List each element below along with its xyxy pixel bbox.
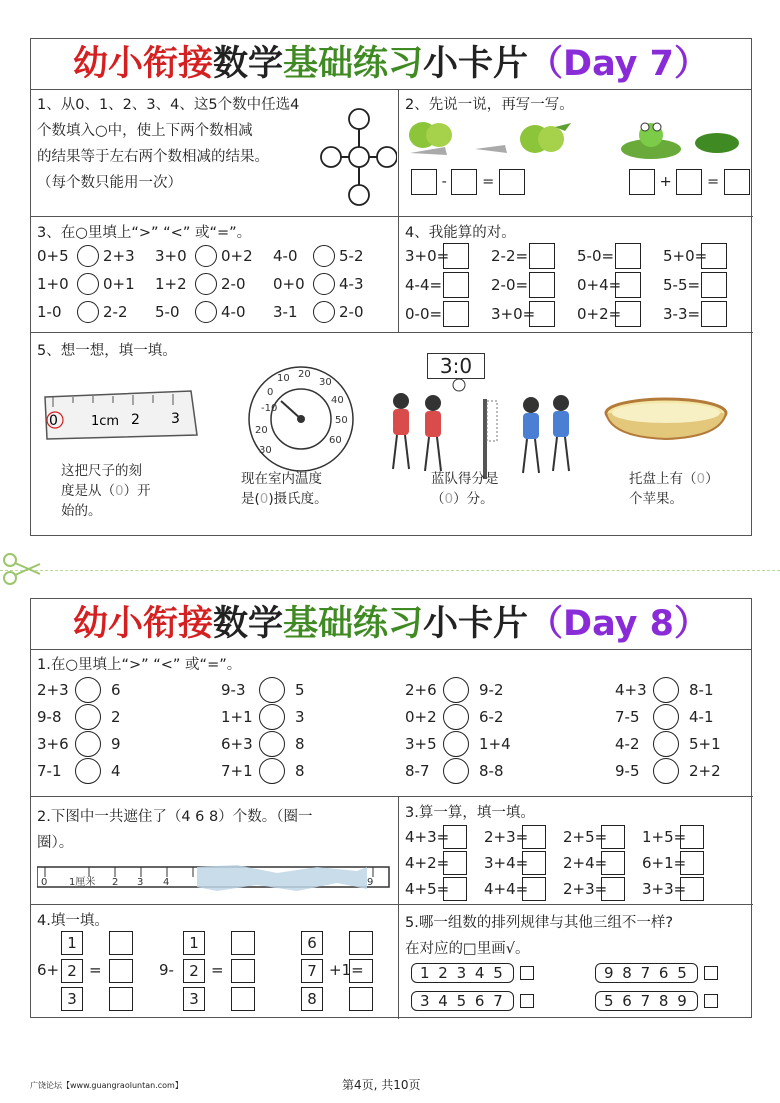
right-expr: 2: [111, 708, 121, 726]
ruler-label: 2: [131, 412, 140, 428]
answer-box[interactable]: [601, 825, 625, 849]
calc-item: [577, 243, 641, 269]
compare-item: [155, 273, 257, 295]
ruler-caption: 这把尺子的刻 度是从（0）开 始的。: [61, 463, 151, 519]
calc-item: [663, 301, 727, 327]
calc-item: [563, 877, 625, 901]
dial-label: 20: [298, 369, 311, 380]
right-expr: 9-2: [479, 681, 504, 699]
right-expr: 8-8: [479, 762, 504, 780]
calc-item: [405, 851, 467, 875]
dial-label: -10: [261, 403, 278, 414]
number-box: 2: [183, 959, 205, 983]
left-expr: 9-5: [615, 762, 640, 780]
answer-box[interactable]: [443, 825, 467, 849]
compare-circle[interactable]: [653, 731, 679, 757]
right-expr: 5+1: [689, 735, 721, 753]
calc-expr: 1+5=: [642, 828, 687, 846]
answer-box[interactable]: [529, 243, 555, 269]
compare-item: [155, 245, 257, 267]
right-expr: 2-0: [339, 303, 364, 321]
answer-box[interactable]: [451, 169, 477, 195]
right-expr: 8: [295, 735, 305, 753]
calc-item: [577, 301, 641, 327]
temperature-caption: 现在室内温度 是(0)摄氏度。: [241, 471, 328, 507]
day7-q3: 3、在○里填上“>” “<” 或“=”。 0+5 2+3 3+0 0+2 4-0 5-2 1+0 0+1 1+2 2-0 0+0 4-3 1-0 2-2 5-0 4-0 3-1 2-0: [31, 217, 399, 333]
compare-circle[interactable]: [443, 677, 469, 703]
day8-title: 幼小衔接数学基础练习小卡片（Day 8）: [31, 599, 751, 650]
right-expr: 2-0: [221, 275, 246, 293]
compare-item: [273, 273, 375, 295]
compare-item: [37, 301, 139, 323]
compare-item: [37, 677, 151, 703]
right-expr: 8: [295, 762, 305, 780]
calc-item: [563, 825, 625, 849]
calc-item: [642, 825, 704, 849]
ruler-label: 3: [137, 877, 144, 888]
answer-box[interactable]: [443, 851, 467, 875]
compare-item: [221, 758, 335, 784]
calc-expr: 4-4=: [405, 276, 443, 294]
day8-q5: 5.哪一组数的排列规律与其他三组不一样? 在对应的□里画√。 1 2 3 4 5 9 8 7 6 5 3 4 5 6 7 5 6 7 8 9: [399, 905, 753, 1019]
compare-circle[interactable]: [653, 704, 679, 730]
ruler-label: 1厘米: [69, 877, 96, 888]
right-expr: 4: [111, 762, 121, 780]
compare-circle[interactable]: [195, 301, 217, 323]
calc-item: [663, 243, 727, 269]
calc-expr: 0+2=: [577, 305, 622, 323]
answer-blank[interactable]: 0: [259, 491, 269, 507]
calc-item: [577, 272, 641, 298]
score-caption: 蓝队得分是 （0）分。: [431, 471, 499, 507]
compare-item: [273, 301, 375, 323]
calc-expr: 3+4=: [484, 854, 529, 872]
number-sequence: 9 8 7 6 5: [595, 963, 698, 983]
left-expr: 6+3: [221, 735, 253, 753]
answer-box[interactable]: [411, 169, 437, 195]
day7-q2: 2、先说一说，再写一写。 - = + =: [399, 89, 753, 217]
compare-circle[interactable]: [653, 758, 679, 784]
checkbox[interactable]: [520, 994, 534, 1008]
answer-box[interactable]: [443, 877, 467, 901]
compare-item: [37, 704, 151, 730]
calc-item: [405, 825, 467, 849]
page-number: 第4页, 共10页: [342, 1078, 421, 1092]
left-expr: 0+0: [273, 275, 305, 293]
compare-item: [405, 758, 519, 784]
answer-box[interactable]: [231, 959, 255, 983]
compare-item: [37, 758, 151, 784]
calc-expr: 6+1=: [642, 854, 687, 872]
apple-caption: 托盘上有（0） 个苹果。: [629, 471, 719, 507]
checkbox[interactable]: [520, 966, 534, 980]
calc-expr: 2-0=: [491, 276, 529, 294]
calc-item: [491, 301, 555, 327]
calc-item: [563, 851, 625, 875]
calc-expr: 2+5=: [563, 828, 608, 846]
right-expr: 1+4: [479, 735, 511, 753]
day8-q3: 3.算一算，填一填。 4+3= 2+3= 2+5= 1+5= 4+2= 3+4= 2+4= 6+1= 4+5= 4+4= 2+3= 3+3=: [399, 797, 753, 905]
answer-blank[interactable]: 0: [444, 491, 454, 507]
answer-box[interactable]: [615, 301, 641, 327]
answer-box[interactable]: [522, 825, 546, 849]
day8-card: [30, 598, 752, 1018]
answer-box[interactable]: [701, 272, 727, 298]
answer-box[interactable]: [701, 243, 727, 269]
answer-box[interactable]: [443, 272, 469, 298]
answer-box[interactable]: [676, 169, 702, 195]
calc-expr: 3+3=: [642, 880, 687, 898]
compare-circle[interactable]: [77, 273, 99, 295]
equals-label: =: [89, 961, 102, 979]
compare-item: [405, 731, 519, 757]
left-expr: 7-1: [37, 762, 62, 780]
right-expr: 3: [295, 708, 305, 726]
dial-label: 30: [319, 377, 332, 388]
ruler-label: 3: [171, 411, 180, 427]
compare-circle[interactable]: [75, 704, 101, 730]
left-expr: 2+3: [37, 681, 69, 699]
answer-box[interactable]: [349, 987, 373, 1011]
sequence-item: [595, 963, 718, 983]
number-box: 6: [301, 931, 323, 955]
ruler-label: 9: [367, 877, 374, 888]
answer-blank[interactable]: 0: [696, 471, 706, 487]
answer-box[interactable]: [231, 987, 255, 1011]
calc-expr: 3+0=: [405, 247, 450, 265]
compare-item: [37, 273, 139, 295]
circle-right: [377, 147, 397, 167]
calc-item: [405, 877, 467, 901]
equals-label: =: [211, 961, 224, 979]
answer-box[interactable]: [615, 243, 641, 269]
circle-bottom: [349, 185, 369, 205]
sequence-item: [411, 963, 534, 983]
right-expr: 4-0: [221, 303, 246, 321]
answer-box[interactable]: [701, 301, 727, 327]
compare-item: [221, 677, 335, 703]
left-expr: 1+2: [155, 275, 187, 293]
compare-circle[interactable]: [443, 758, 469, 784]
compare-item: [37, 731, 151, 757]
scoreboard: 3:0: [427, 353, 485, 379]
day8-q4: 4.填一填。 6+ 1 2 3 = 9- 1 2 3 = 6 7 8 +1=: [31, 905, 399, 1019]
right-expr: 5: [295, 681, 305, 699]
calc-expr: 2+3=: [484, 828, 529, 846]
compare-item: [405, 704, 519, 730]
covered-ruler-picture: [37, 863, 393, 893]
right-expr: 2+3: [103, 247, 135, 265]
left-expr: 1+1: [221, 708, 253, 726]
right-expr: 6: [111, 681, 121, 699]
compare-circle[interactable]: [75, 758, 101, 784]
right-expr: 5-2: [339, 247, 364, 265]
calc-expr: 2-2=: [491, 247, 529, 265]
number-box: 1: [183, 931, 205, 955]
compare-circle[interactable]: [75, 677, 101, 703]
calc-expr: 0-0=: [405, 305, 443, 323]
compare-circle[interactable]: [195, 245, 217, 267]
compare-item: [405, 677, 519, 703]
answer-box[interactable]: [443, 243, 469, 269]
calc-expr: 2+3=: [563, 880, 608, 898]
calc-expr: 0+4=: [577, 276, 622, 294]
left-expr: 0+5: [37, 247, 69, 265]
compare-circle[interactable]: [259, 731, 285, 757]
compare-circle[interactable]: [443, 731, 469, 757]
compare-item: [615, 758, 729, 784]
ruler-label: 2: [112, 877, 119, 888]
number-sequence: 5 6 7 8 9: [595, 991, 698, 1011]
compare-circle[interactable]: [77, 245, 99, 267]
calc-expr: 2+4=: [563, 854, 608, 872]
checkbox[interactable]: [704, 966, 718, 980]
equals-label: +1=: [329, 961, 364, 979]
number-box: 3: [61, 987, 83, 1011]
answer-box[interactable]: [615, 272, 641, 298]
operator-label: 9-: [159, 961, 174, 979]
day8-q2: 2.下图中一共遮住了（4 6 8）个数。（圈一 圈）。 0 1厘米 2 3 4 9: [31, 797, 399, 905]
number-sequence: 3 4 5 6 7: [411, 991, 514, 1011]
right-expr: 4-1: [689, 708, 714, 726]
dial-label: 50: [335, 415, 348, 426]
left-expr: 3+6: [37, 735, 69, 753]
operator-label: 6+: [37, 961, 60, 979]
calc-item: [642, 851, 704, 875]
answer-box[interactable]: [529, 301, 555, 327]
day8-q1: 1.在○里填上“>” “<” 或“=”。 2+3 6 9-3 5 2+6 9-2 4+3 8-1 9-8 2 1+1 3 0+2 6-2 7-5 4-1 3+6 9 6+3 8 3+5 1+4 4-2 5+1 7-1 4 7+1 8 8-7 8-8 9-5 2+2: [31, 649, 753, 797]
circle-left: [321, 147, 341, 167]
calc-expr: 4+2=: [405, 854, 450, 872]
calc-expr: 5-0=: [577, 247, 615, 265]
number-box: 2: [61, 959, 83, 983]
answer-box[interactable]: [522, 877, 546, 901]
number-box: 8: [301, 987, 323, 1011]
compare-item: [615, 704, 729, 730]
answer-box[interactable]: [109, 931, 133, 955]
calc-item: [491, 272, 555, 298]
answer-box[interactable]: [724, 169, 750, 195]
day7-title: 幼小衔接数学基础练习小卡片（Day 7）: [31, 39, 751, 90]
answer-box[interactable]: [601, 851, 625, 875]
calc-item: [484, 851, 546, 875]
calc-expr: 4+3=: [405, 828, 450, 846]
calc-expr: 4+5=: [405, 880, 450, 898]
left-expr: 4-2: [615, 735, 640, 753]
calc-item: [405, 272, 469, 298]
answer-box[interactable]: [680, 877, 704, 901]
scissors-icon: [2, 552, 42, 586]
number-box: 7: [301, 959, 323, 983]
day7-q5: 5、想一想，填一填。 0 1cm 2 3 -10 0 10 20 30 40 50 60 20 30 3:0 这把尺子的刻 度是从（0）开 始的。 现在室内温度 是(0)摄氏度。 蓝队得分是 （0）分。 托盘上有（0） 个苹果。: [31, 333, 753, 537]
apples-picture: [405, 117, 575, 162]
left-expr: 1-0: [37, 303, 62, 321]
left-expr: 2+6: [405, 681, 437, 699]
compare-item: [615, 731, 729, 757]
calc-expr: 5+0=: [663, 247, 708, 265]
answer-box[interactable]: [349, 931, 373, 955]
cross-circles-diagram: [319, 107, 397, 217]
thermometer-dial: [243, 361, 359, 477]
calc-expr: 3+0=: [491, 305, 536, 323]
number-box: 3: [183, 987, 205, 1011]
answer-box[interactable]: [231, 931, 255, 955]
compare-item: [273, 245, 375, 267]
number-box: 1: [61, 931, 83, 955]
frog-lilypad-picture: [609, 117, 749, 162]
footer-source: 广饶论坛【www.guangraoluntan.com】: [30, 1081, 183, 1090]
ruler-picture: [43, 389, 199, 441]
compare-circle[interactable]: [259, 758, 285, 784]
checkbox[interactable]: [704, 994, 718, 1008]
right-expr: 0+1: [103, 275, 135, 293]
compare-circle[interactable]: [195, 273, 217, 295]
ruler-label: 0: [41, 877, 48, 888]
left-expr: 5-0: [155, 303, 180, 321]
right-expr: 2-2: [103, 303, 128, 321]
day7-card: [30, 38, 752, 536]
right-expr: 4-3: [339, 275, 364, 293]
ruler-label: 1cm: [91, 414, 120, 429]
answer-blank[interactable]: 0: [115, 483, 124, 499]
dial-label: 10: [277, 373, 290, 384]
calc-item: [642, 877, 704, 901]
day7-q4: 4、我能算的对。 3+0= 2-2= 5-0= 5+0= 4-4= 2-0= 0+4= 5-5= 0-0= 3+0= 0+2= 3-3=: [399, 217, 753, 333]
calc-item: [484, 877, 546, 901]
ruler-label: 4: [163, 877, 170, 888]
answer-box[interactable]: [109, 987, 133, 1011]
compare-item: [221, 731, 335, 757]
calc-expr: 4+4=: [484, 880, 529, 898]
answer-box[interactable]: [109, 959, 133, 983]
left-expr: 7+1: [221, 762, 253, 780]
compare-item: [37, 245, 139, 267]
right-expr: 9: [111, 735, 121, 753]
answer-box[interactable]: [680, 851, 704, 875]
right-expr: 6-2: [479, 708, 504, 726]
left-expr: 7-5: [615, 708, 640, 726]
circle-top: [349, 109, 369, 129]
calc-item: [663, 272, 727, 298]
compare-circle[interactable]: [313, 301, 335, 323]
compare-circle[interactable]: [313, 245, 335, 267]
cut-line: [0, 570, 780, 571]
calc-expr: 5-5=: [663, 276, 701, 294]
circle-center: [349, 147, 369, 167]
sequence-item: [595, 991, 718, 1011]
number-sequence: 1 2 3 4 5: [411, 963, 514, 983]
left-expr: 9-8: [37, 708, 62, 726]
tray-picture: [601, 395, 731, 445]
dial-label: 20: [255, 425, 268, 436]
answer-box[interactable]: [529, 272, 555, 298]
answer-box[interactable]: [522, 851, 546, 875]
calc-item: [491, 243, 555, 269]
left-expr: 3+5: [405, 735, 437, 753]
compare-circle[interactable]: [653, 677, 679, 703]
compare-item: [155, 301, 257, 323]
answer-box[interactable]: [680, 825, 704, 849]
ruler-label: 0: [49, 413, 58, 429]
sequence-item: [411, 991, 534, 1011]
compare-circle[interactable]: [259, 704, 285, 730]
left-expr: 1+0: [37, 275, 69, 293]
answer-box[interactable]: [443, 301, 469, 327]
dial-label: 60: [329, 435, 342, 446]
right-expr: 2+2: [689, 762, 721, 780]
compare-circle[interactable]: [313, 273, 335, 295]
left-expr: 9-3: [221, 681, 246, 699]
answer-box[interactable]: [601, 877, 625, 901]
answer-box[interactable]: [499, 169, 525, 195]
compare-circle[interactable]: [443, 704, 469, 730]
day7-q1: 1、从0、1、2、3、4、这5个数中任选4 个数填入○中，使上下两个数相减 的结果等于左右两个数相减的结果。 （每个数只能用一次）: [31, 89, 399, 217]
compare-circle[interactable]: [75, 731, 101, 757]
dial-label: 40: [331, 395, 344, 406]
left-expr: 0+2: [405, 708, 437, 726]
left-expr: 3+0: [155, 247, 187, 265]
dial-label: 30: [259, 445, 272, 456]
left-expr: 4-0: [273, 247, 298, 265]
right-expr: 0+2: [221, 247, 253, 265]
right-expr: 8-1: [689, 681, 714, 699]
calc-item: [484, 825, 546, 849]
calc-item: [405, 301, 469, 327]
calc-expr: 3-3=: [663, 305, 701, 323]
compare-circle[interactable]: [259, 677, 285, 703]
compare-circle[interactable]: [77, 301, 99, 323]
answer-box[interactable]: [629, 169, 655, 195]
compare-item: [221, 704, 335, 730]
left-expr: 3-1: [273, 303, 298, 321]
calc-item: [405, 243, 469, 269]
dial-label: 0: [267, 387, 274, 398]
compare-item: [615, 677, 729, 703]
addition-row: + =: [629, 169, 750, 195]
left-expr: 4+3: [615, 681, 647, 699]
left-expr: 8-7: [405, 762, 430, 780]
subtraction-row: - =: [411, 169, 525, 195]
